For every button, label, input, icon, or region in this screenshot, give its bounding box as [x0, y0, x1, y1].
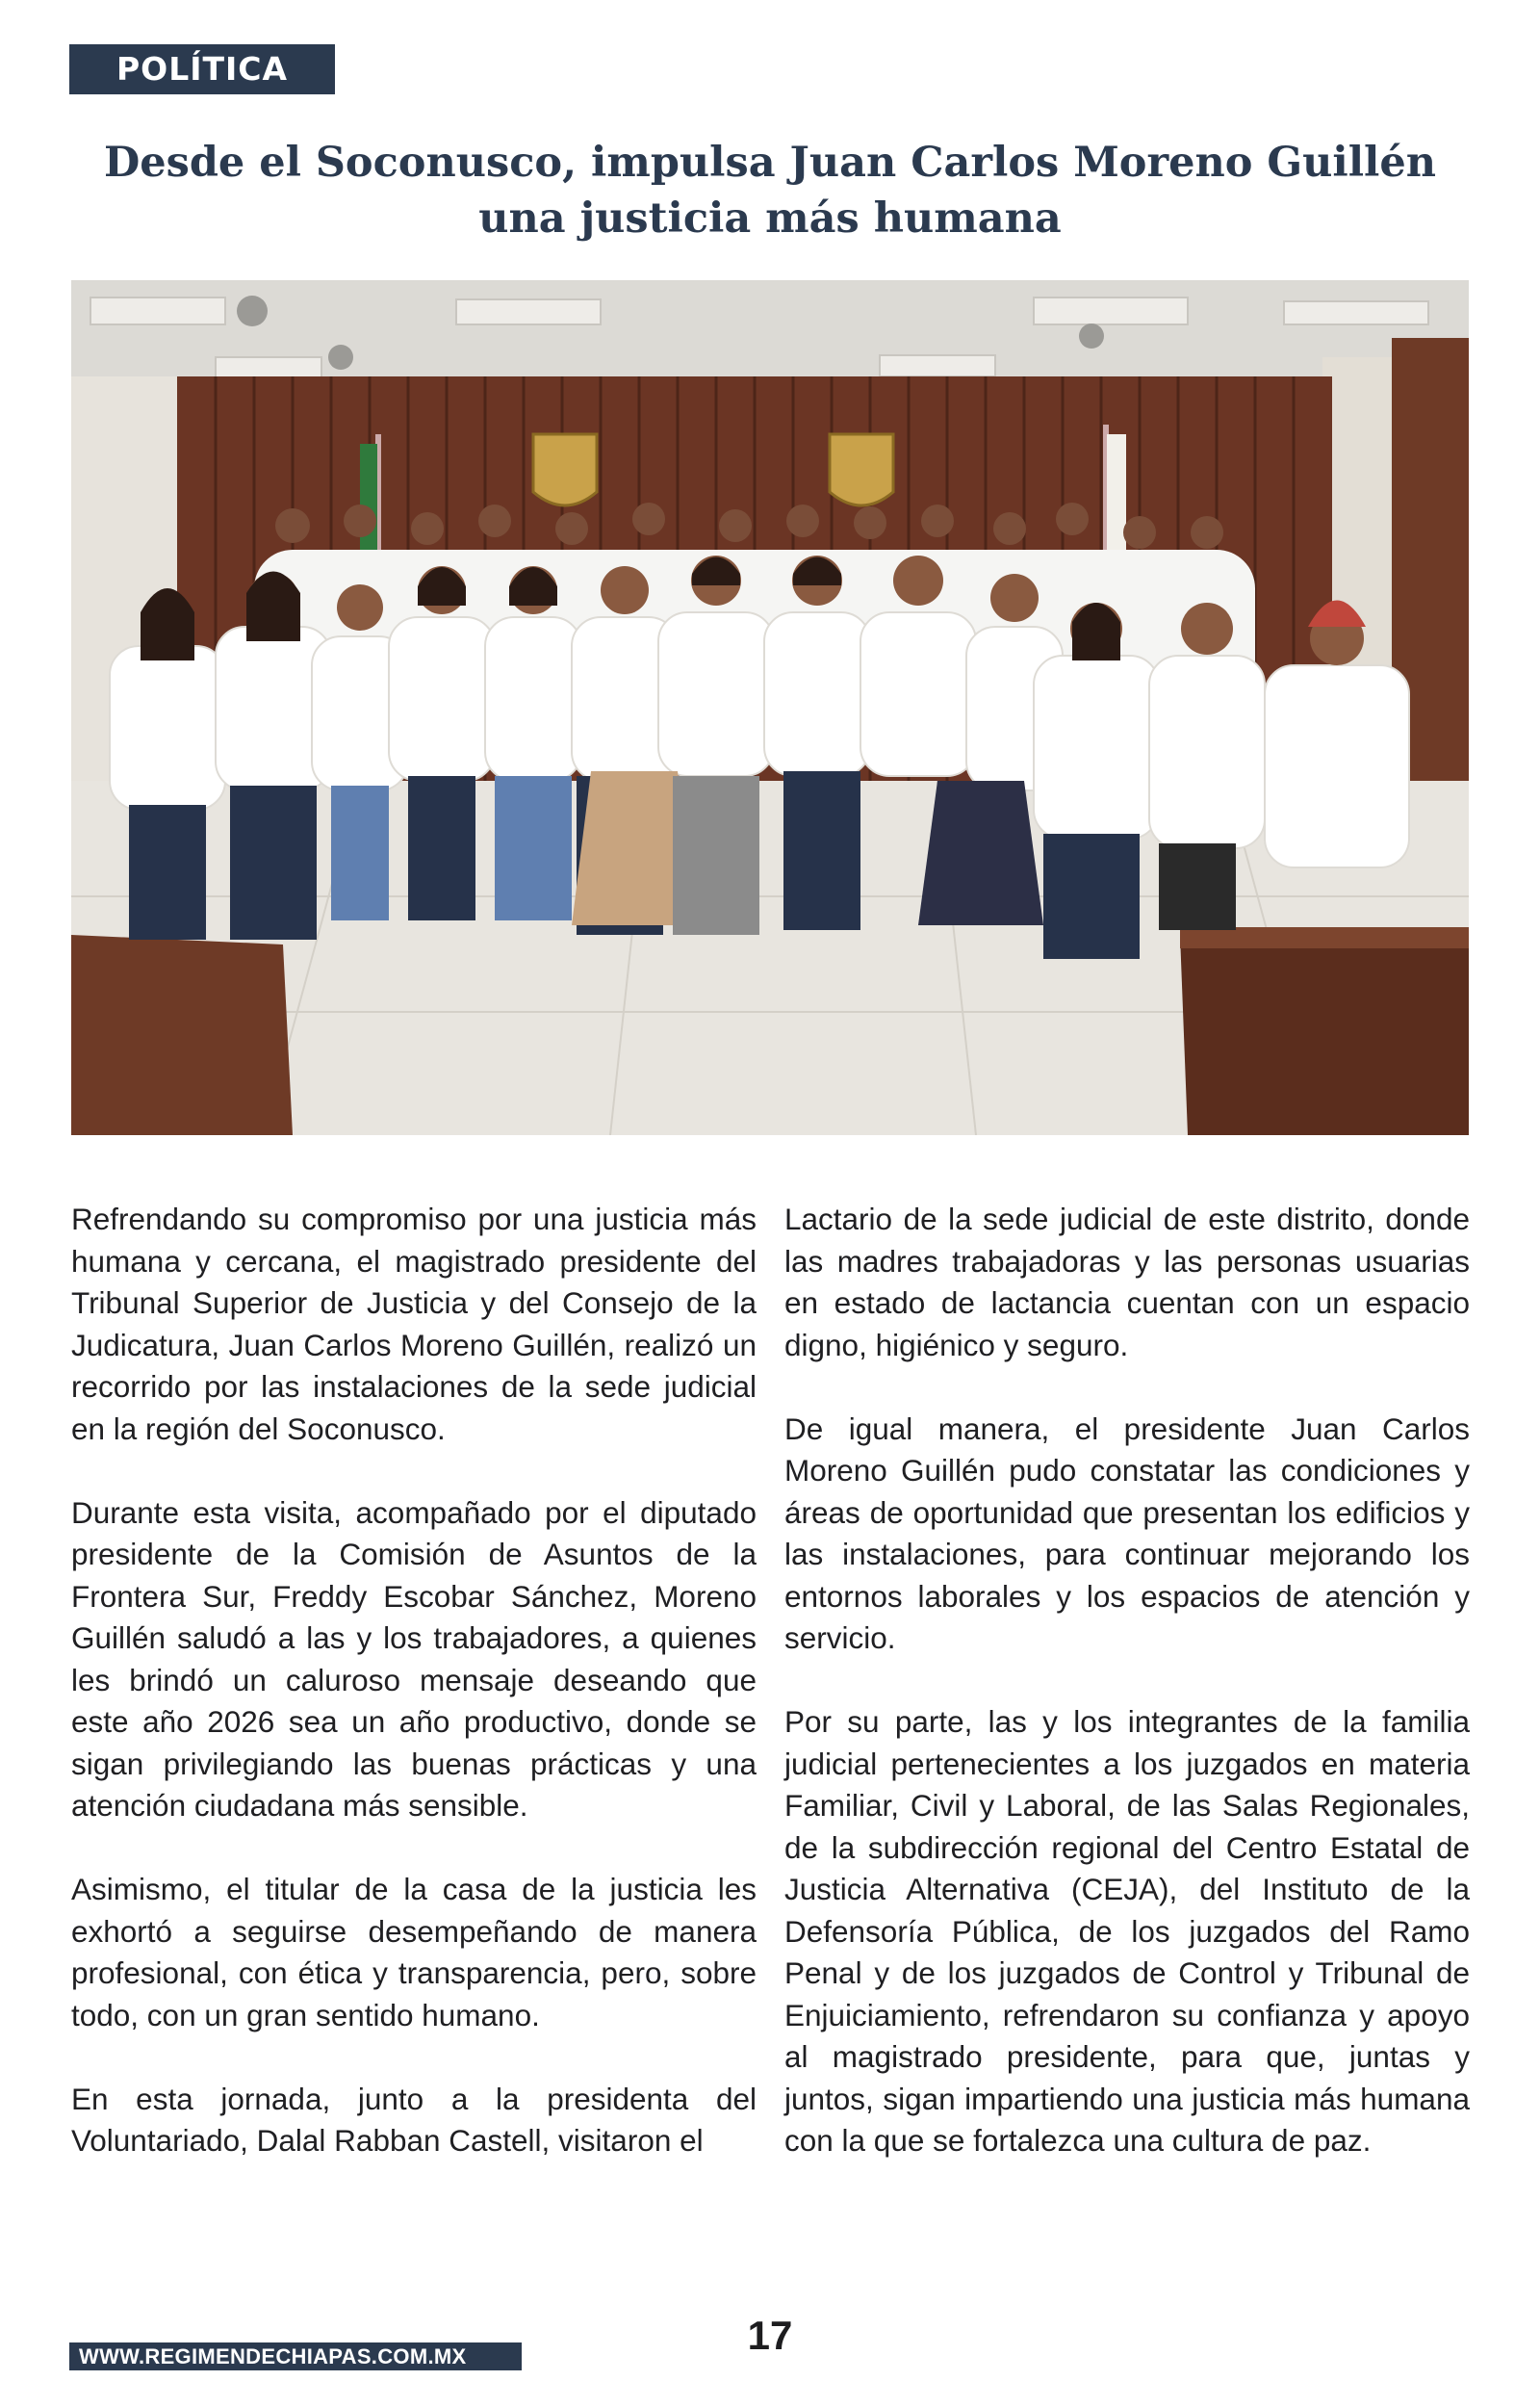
paragraph: De igual manera, el presidente Juan Carlos Moreno Guillén pudo constatar las condiciones y áreas de oportunidad que presentan los edificios y las instalaciones, para continuar mejorando los entornos laborales y los espacios de atención y servicio.: [784, 1410, 1470, 1655]
paragraph: En esta jornada, junto a la presidenta del Voluntariado, Dalal Rabban Castell, visitaron el: [71, 2081, 757, 2158]
paragraph: Por su parte, las y los integrantes de la familia judicial pertenecientes a los juzgados en materia Familiar, Civil y Laboral, de las Salas Regionales, de la subdirección regional del Centro Estatal de Justicia Alternativa (CEJA), del Instituto de la Defensoría Pública, de los juzgados del Ramo Penal y de los juzgados de Control y Tribunal de Enjuiciamiento, refrendaron su confianza y apoyo al magistrado presidente, para que, juntas y juntos, sigan impartiendo una justicia más humana con la que se fortalezca una cultura de paz.: [784, 1704, 1470, 2158]
footer-website-link[interactable]: WWW.REGIMENDECHIAPAS.COM.MX: [69, 2342, 522, 2370]
article-headline: Desde el Soconusco, impulsa Juan Carlos Moreno Guillén una justicia más humana: [103, 139, 1437, 243]
paragraph: Durante esta visita, acompañado por el diputado presidente de la Comisión de Asuntos de la Frontera Sur, Freddy Escobar Sánchez, Moreno Guillén saludó a las y los trabajadores, a quienes les brindó un caluroso mensaje deseando que este año 2026 sea un año productivo, donde se sigan privilegiando las buenas prácticas y una atención ciudadana más sensible.: [71, 1494, 757, 1823]
paragraph: Asimismo, el titular de la casa de la justicia les exhortó a seguirse desempeñando de manera profesional, con ética y transparencia, pero, sobre todo, con un gran sentido humano.: [71, 1872, 757, 2032]
page-number: 17: [747, 2313, 793, 2358]
article-body-left-column: [71, 1199, 757, 2204]
paragraph: Lactario de la sede judicial de este distrito, donde las madres trabajadoras y las personas usuarias en estado de lactancia cuentan con un espacio digno, higiénico y seguro.: [784, 1202, 1470, 1362]
paragraph: Refrendando su compromiso por una justicia más humana y cercana, el magistrado presidente del Tribunal Superior de Justicia y del Consejo de la Judicatura, Juan Carlos Moreno Guillén, realizó un recorrido por las instalaciones de la sede judicial en la región del Soconusco.: [71, 1202, 757, 1446]
section-label: POLÍTICA: [69, 44, 335, 94]
article-body-right-column: [784, 1199, 1470, 2204]
article-photo: [71, 280, 1469, 1135]
